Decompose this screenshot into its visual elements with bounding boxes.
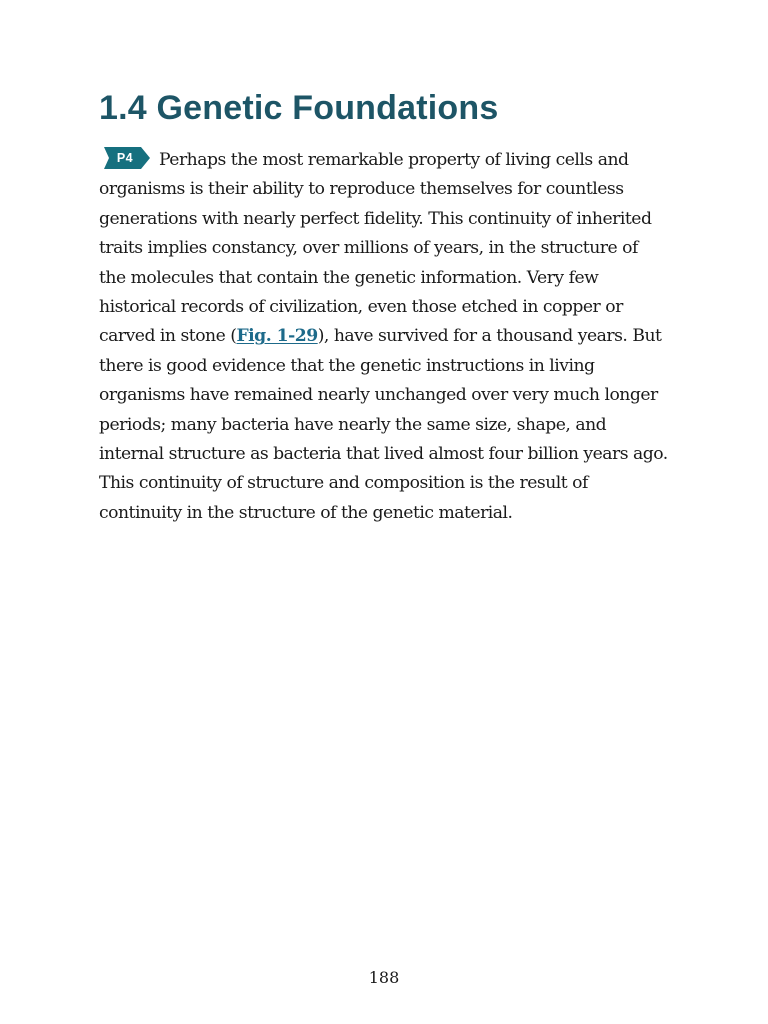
- paragraph-text-after-link: ), have survived for a thousand years. But there is good evidence that the genetic instructions in living organisms have remained nearly unchanged over very much longer periods; many bacteria have nearly the same size, shape, and internal structure as bacteria that lived almost four billion years ago. This continuity of structure and composition is the result of continuity in the structure of the genetic material.: [99, 326, 668, 523]
- section-title: 1.4 Genetic Foundations: [99, 89, 499, 127]
- page-number: 188: [368, 968, 400, 987]
- paragraph-marker-badge: [104, 147, 150, 169]
- body-paragraph: [99, 146, 669, 528]
- paragraph-marker-label: P4: [116, 151, 134, 165]
- paragraph-text-before-link: Perhaps the most remarkable property of living cells and organisms is their ability to reproduce themselves for countless generations with nearly perfect fidelity. This continuity of inherited traits implies constancy, over millions of years, in the structure of the molecules that contain the genetic information. Very few historical records of civilization, even those etched in copper or carved in stone (: [99, 150, 652, 347]
- figure-link[interactable]: Fig. 1-29: [236, 326, 318, 347]
